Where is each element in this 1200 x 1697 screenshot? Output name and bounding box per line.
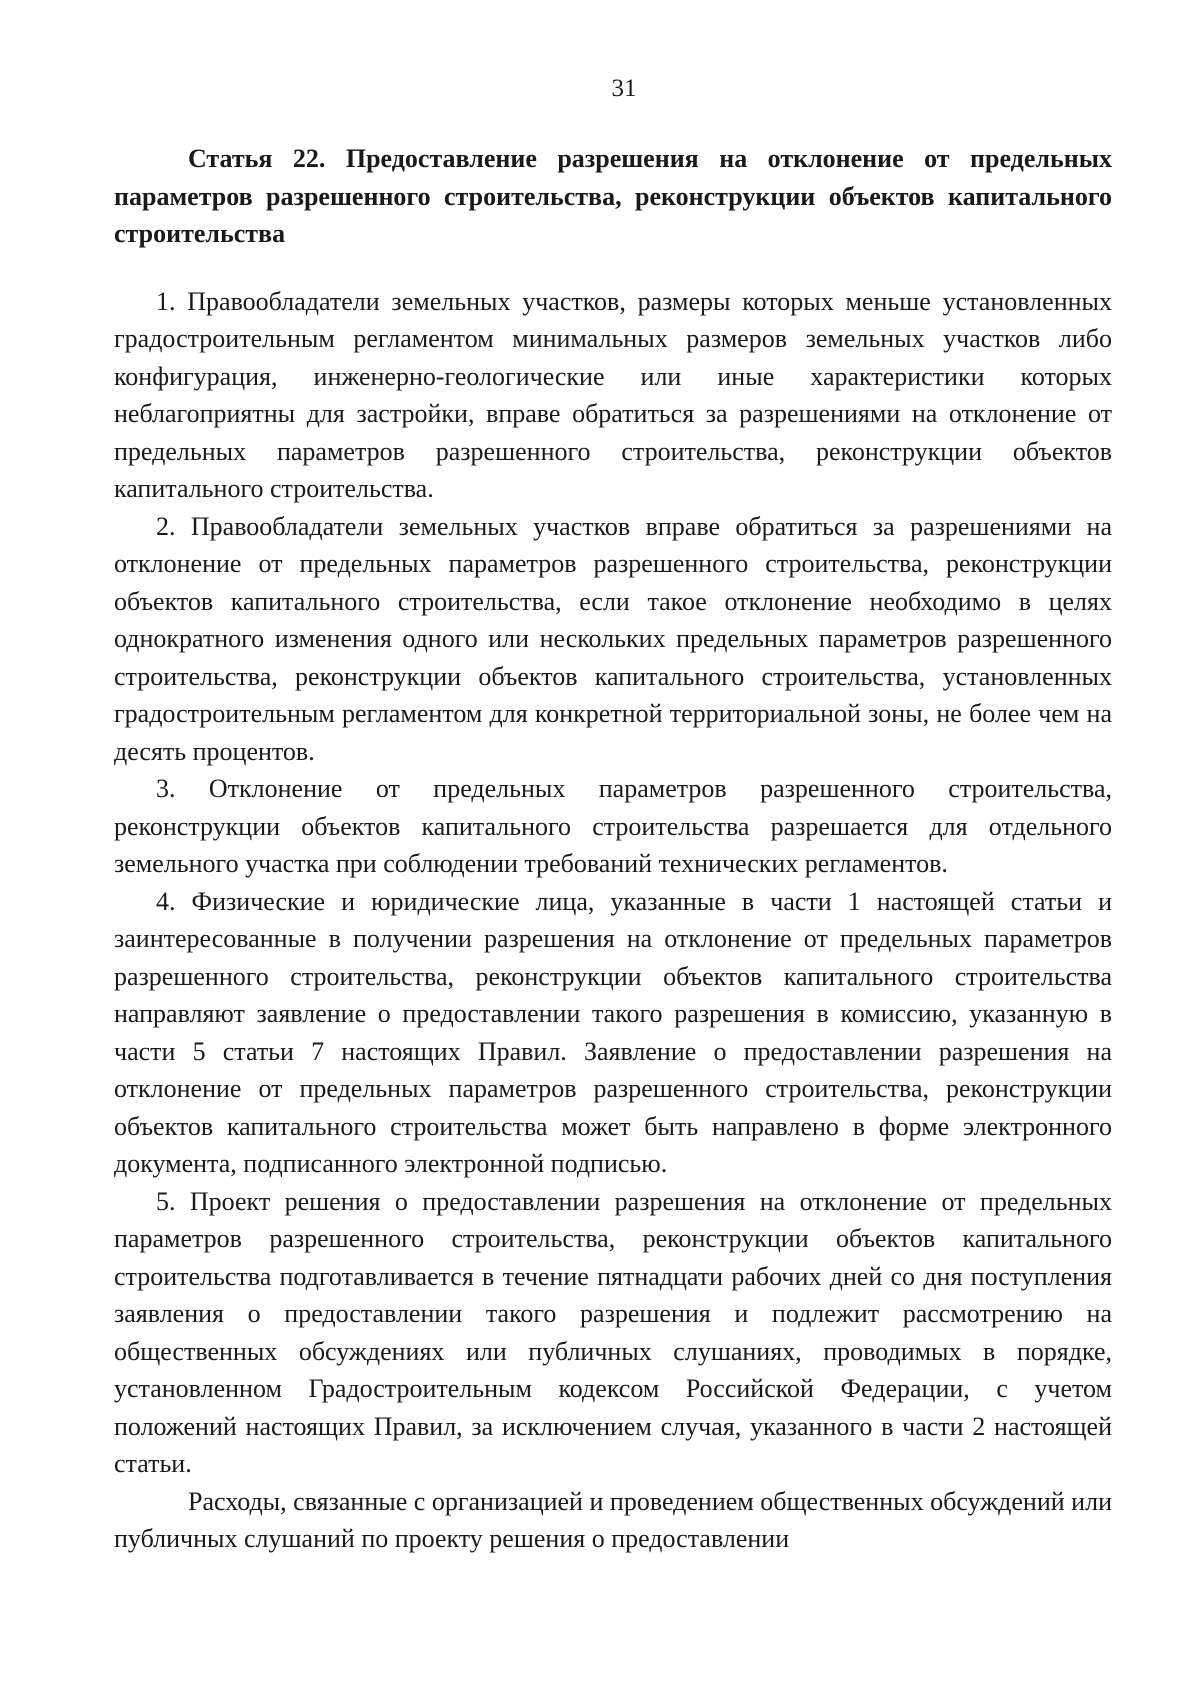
paragraph-4: 4. Физические и юридические лица, указанные в части 1 настоящей статьи и заинтересованные в получении разрешения на отклонение от предельных параметров разрешенного строительства, реконструкции объектов капитального строительства направляют заявление о предоставлении такого разрешения в комиссию, указанную в части 5 статьи 7 настоящих Правил. Заявление о предоставлении разрешения на отклонение от предельных параметров разрешенного строительства, реконструкции объектов капитального строительства может быть направлено в форме электронного документа, подписанного электронной подписью. [114, 886, 1112, 1178]
paragraph-5: 5. Проект решения о предоставлении разрешения на отклонение от предельных параметров разрешенного строительства, реконструкции объектов капитального строительства подготавливается в течение пятнадцати рабочих дней со дня поступления заявления о предоставлении такого разрешения и подлежит рассмотрению на общественных обсуждениях или публичных слушаниях, проводимых в порядке, установленном Градостроительным кодексом Российской Федерации, с учетом положений настоящих Правил, за исключением случая, указанного в части 2 настоящей статьи. [114, 1186, 1112, 1478]
paragraph-6: Расходы, связанные с организацией и проведением общественных обсуждений или публичных слушаний по проекту решения о предоставлении [114, 1486, 1112, 1553]
page-number: 31 [611, 75, 637, 102]
paragraph-3: 3. Отклонение от предельных параметров разрешенного строительства, реконструкции объектов капитального строительства разрешается для отдельного земельного участка при соблюдении требований технических регламентов. [114, 774, 1112, 878]
paragraph-2: 2. Правообладатели земельных участков вправе обратиться за разрешениями на отклонение от предельных параметров разрешенного строительства, реконструкции объектов капитального строительства, если такое отклонение необходимо в целях однократного изменения одного или нескольких предельных параметров разрешенного строительства, реконструкции объектов капитального строительства, установленных градостроительным регламентом для конкретной территориальной зоны, не более чем на десять процентов. [114, 511, 1112, 766]
paragraph-1: 1. Правообладатели земельных участков, размеры которых меньше установленных градостроительным регламентом минимальных размеров земельных участков либо конфигурация, инженерно-геологические или иные характеристики которых неблагоприятны для застройки, вправе обратиться за разрешениями на отклонение от предельных параметров разрешенного строительства, реконструкции объектов капитального строительства. [114, 286, 1112, 503]
article-title: Статья 22. Предоставление разрешения на отклонение от предельных параметров разрешенного строительства, реконструкции объектов капитального строительства [114, 144, 1112, 248]
